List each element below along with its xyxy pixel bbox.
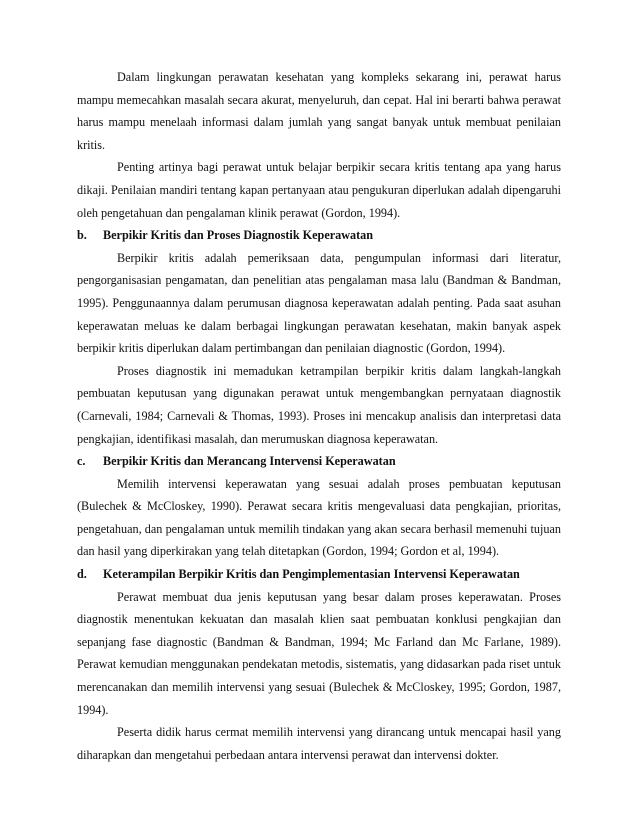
section-c-title: Berpikir Kritis dan Merancang Intervensi Keperawatan <box>103 454 396 469</box>
section-c-label: c. <box>77 454 86 469</box>
section-b-paragraph-2: Proses diagnostik ini memadukan ketrampilan berpikir kritis dalam langkah-langkah pembuatan keputusan yang digunakan perawat untuk mengembangkan pernyataan diagnostik (Carnevali, 1984; Carnevali & Thomas, 1993). Proses ini mencakup analisis dan interpretasi data pengkajian, identifikasi masalah, dan merumuskan diagnosa keperawatan. <box>77 363 561 446</box>
intro-paragraph-2: Penting artinya bagi perawat untuk belajar berpikir secara kritis tentang apa yang harus dikaji. Penilaian mandiri tentang kapan pertanyaan atau pengukuran diperlukan adalah dipengaruhi oleh pengetahuan dan pengalaman klinik perawat (Gordon, 1994). <box>77 160 561 220</box>
section-c-paragraph-1: Memilih intervensi keperawatan yang sesuai adalah proses pembuatan keputusan (Bulechek & McCloskey, 1990). Perawat secara kritis mengevaluasi data pengkajian, prioritas, pengetahuan, dan pengalaman untuk memilih tindakan yang akan secara berhasil memenuhi tujuan dan hasil yang diperkirakan yang telah ditetapkan (Gordon, 1994; Gordon et al, 1994). <box>77 476 561 559</box>
section-b-label: b. <box>77 228 87 243</box>
section-d-title: Keterampilan Berpikir Kritis dan Pengimplementasian Intervensi Keperawatan <box>103 567 520 582</box>
section-b-title: Berpikir Kritis dan Proses Diagnostik Keperawatan <box>103 228 374 243</box>
section-d-label: d. <box>77 567 87 582</box>
section-c-heading <box>77 450 561 473</box>
document-page <box>77 66 561 766</box>
section-b-heading <box>77 224 561 247</box>
intro-paragraph-1: Dalam lingkungan perawatan kesehatan yang kompleks sekarang ini, perawat harus mampu memecahkan masalah secara akurat, menyeluruh, dan cepat. Hal ini berarti bahwa perawat harus mampu menelaah informasi dalam jumlah yang sangat banyak untuk membuat penilaian kritis. <box>77 70 561 152</box>
section-d-paragraph-1: Perawat membuat dua jenis keputusan yang besar dalam proses keperawatan. Proses diagnostik menentukan kekuatan dan masalah klien saat pembuatan konklusi pengkajian dan sepanjang fase diagnostic (Bandman & Bandman, 1994; Mc Farland dan Mc Farlane, 1989). Perawat kemudian menggunakan pendekatan metodis, sistematis, yang didasarkan pada riset untuk merencanakan dan memilih intervensi yang sesuai (Bulechek & McCloskey, 1995; Gordon, 1987, 1994). <box>77 589 561 717</box>
section-d-paragraph-2: Peserta didik harus cermat memilih intervensi yang dirancang untuk mencapai hasil yang diharapkan dan mengetahui perbedaan antara intervensi perawat dan intervensi dokter. <box>77 725 561 762</box>
section-b-paragraph-1: Berpikir kritis adalah pemeriksaan data, pengumpulan informasi dari literatur, pengorganisasian pengamatan, dan penelitian atas pengalaman masa lalu (Bandman & Bandman, 1995). Penggunaannya dalam perumusan diagnosa keperawatan adalah penting. Pada saat asuhan keperawatan meluas ke dalam berbagai lingkungan perawatan kesehatan, makin banyak aspek berpikir kritis diperlukan dalam pertimbangan dan penilaian diagnostic (Gordon, 1994). <box>77 250 561 356</box>
section-d-heading <box>77 563 561 586</box>
